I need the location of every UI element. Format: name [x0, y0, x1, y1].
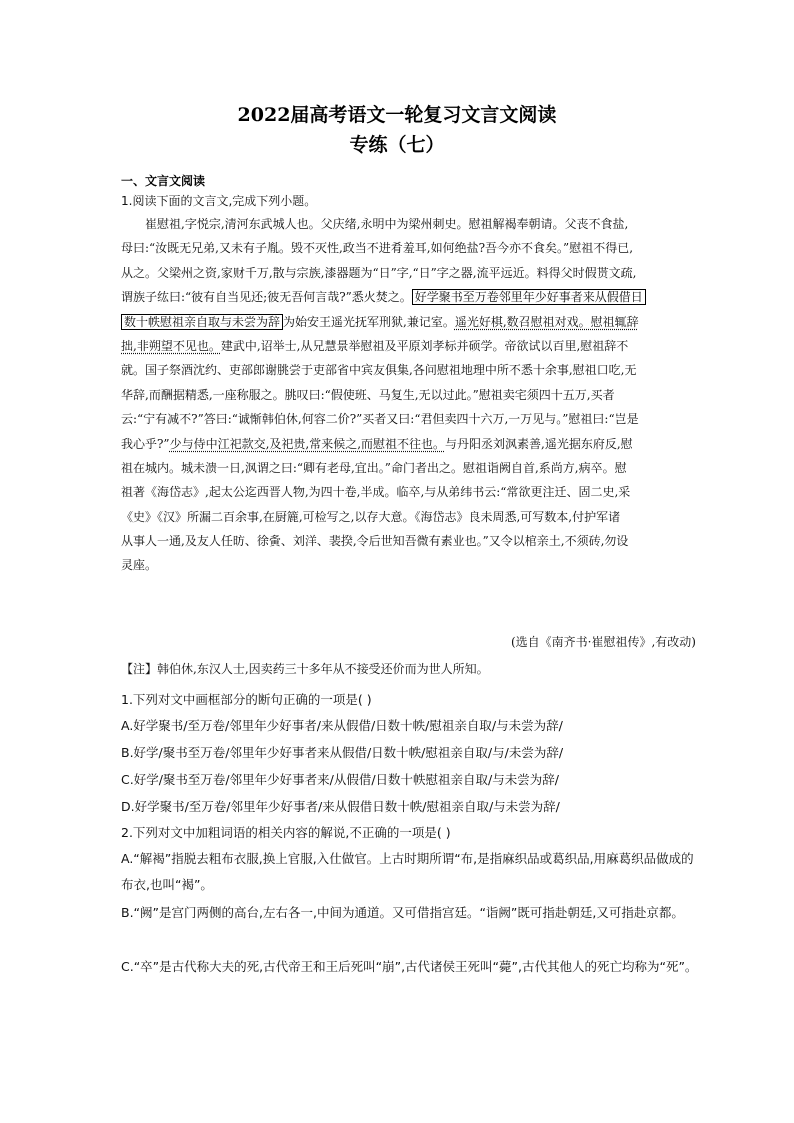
question-2-stem: 2.下列对文中加粗词语的相关内容的解说,不正确的一项是( ) [121, 825, 451, 840]
dotted-underline-sentence-1b: 慰祖辄辞 [590, 314, 639, 329]
passage-line [121, 432, 696, 456]
passage-line: 灵座。 [121, 558, 158, 573]
passage-text: 与丹阳丞刘沨素善,遥光据东府反,慰 [445, 436, 633, 451]
passage-source: (选自《南齐书·崔慰祖传》,有改动) [511, 635, 696, 649]
passage-line [121, 310, 696, 334]
question-1-option-a: A.好学聚书/至万卷/邻里年少好事者/来从假借/日数十帙/慰祖亲自取/与未尝为辞/ [121, 718, 563, 733]
dotted-underline-sentence-3: 少与侍中江祀款交,及祀贵,常来候之,而慰祖不往也。 [169, 436, 446, 451]
passage-line: 云:“宁有减不?”答曰:“诚惭韩伯休,何容二价?”买者又曰:“君但卖四十六万,一万见与。”慰祖曰:“岂是 [121, 412, 639, 427]
question-2-option-c: C.“卒”是古代称大夫的死,古代帝王和王后死叫“崩”,古代诸侯王死叫“薨”,古代其他人的死亡均称为“死”。 [121, 959, 698, 974]
passage-line: 祖著《海岱志》,起太公迄西晋人物,为四十卷,半成。临卒,与从弟纬书云:“常欲更注迁、固二史,采 [121, 485, 631, 500]
boxed-passage-part-1: 好学聚书至万卷邻里年少好事者来从假借日 [412, 289, 646, 305]
passage-line: 祖在城内。城未溃一日,沨谓之曰:“卿有老母,宜出。”命门者出之。慰祖诣阙自首,系尚方,病卒。慰 [121, 460, 627, 475]
question-1-option-d: D.好学聚书/至万卷/邻里年少好事者/来从假借日数十帙/慰祖亲自取/与未尝为辞/ [121, 799, 560, 814]
question-2-option-b: B.“阙”是宫门两侧的高台,左右各一,中间为通道。又可借指宫廷。“诣阙”既可指赴朝廷,又可指赴京都。 [121, 905, 684, 920]
passage-line: 就。国子祭酒沈约、吏部郎谢朓尝于吏部省中宾友俱集,各问慰祖地理中所不悉十余事,慰祖口吃,无 [121, 363, 637, 378]
passage-line: 华辞,而酬据精悉,一座称服之。朓叹曰:“假使班、马复生,无以过此。”慰祖卖宅须四十五万,买者 [121, 387, 615, 402]
dotted-underline-sentence-1: 遥光好棋,数召慰祖对戏。 [454, 314, 591, 329]
passage-line: 从之。父梁州之资,家财千万,散与宗族,漆器题为“日”字,“日”字之器,流平远近。料得父时假贳文疏, [121, 265, 637, 280]
question-1-option-c: C.好学/聚书至万卷/邻里年少好事者来/从假借/日数十帙慰祖亲自取/与未尝为辞/ [121, 772, 559, 787]
classical-passage [121, 212, 696, 578]
dotted-underline-sentence-2: 拙,非朔望不见也。 [121, 338, 221, 353]
annotation-note: 【注】韩伯休,东汉人士,因卖药三十多年从不接受还价而为世人所知。 [121, 662, 489, 676]
passage-text: 谓族子纮曰:“彼有自当见还;彼无吾何言哉?”悉火焚之。 [121, 290, 412, 305]
passage-line [121, 285, 696, 309]
document-title: 2022届高考语文一轮复习文言文阅读 [237, 104, 557, 126]
passage-line: 母曰:“汝既无兄弟,又未有子胤。毁不灭性,政当不进肴羞耳,如何绝盐?吾今亦不食矣。”慰祖不得已, [121, 241, 634, 256]
document-subtitle: 专练（七） [349, 134, 445, 156]
boxed-passage-part-2: 数十帙慰祖亲自取与未尝为辞 [121, 314, 283, 330]
section-heading: 一、文言文阅读 [121, 174, 206, 188]
question-2-option-a: A.“解褐”指脱去粗布衣服,换上官服,入仕做官。上古时期所谓“布,是指麻织品或葛织品,用麻葛织品做成的布衣,也叫“褐”。 [121, 851, 694, 892]
passage-text: 为始安王遥光抚军刑狱,兼记室。 [283, 314, 455, 329]
question-1-option-b: B.好学/聚书至万卷/邻里年少好事者来从假借/日数十帙/慰祖亲自取/与/未尝为辞/ [121, 745, 564, 760]
question-1-stem: 1.下列对文中画框部分的断句正确的一项是( ) [121, 692, 372, 707]
passage-line: 崔慰祖,字悦宗,清河东武城人也。父庆绪,永明中为梁州刺史。慰祖解褐奉朝请。父丧不食盐, [145, 217, 629, 231]
passage-text: 我心乎?” [121, 436, 170, 451]
passage-line [121, 334, 696, 358]
passage-text: 建武中,诏举士,从兄慧景举慰祖及平原刘孝标并硕学。帝欲试以百里,慰祖辞不 [220, 338, 629, 353]
passage-line: 从事人一通,及友人任昉、徐夤、刘洋、裴揆,令后世知吾微有素业也。”又令以棺亲土,不须砖,勿设 [121, 534, 629, 549]
passage-line: 《史》《汉》所漏二百余事,在厨簏,可检写之,以存大意。《海岱志》良未周悉,可写数本,付护军诸 [121, 509, 621, 524]
question-intro: 1.阅读下面的文言文,完成下列小题。 [121, 194, 317, 208]
